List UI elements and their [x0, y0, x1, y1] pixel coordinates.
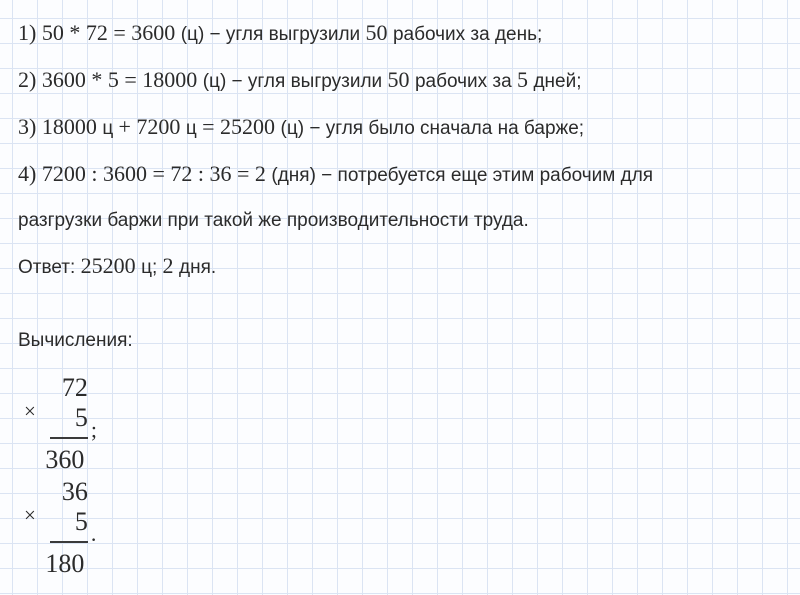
multiplication-stack	[42, 373, 88, 475]
math-fragment: 1) 50 * 72 = 3600	[18, 20, 181, 45]
math-fragment: 50	[387, 67, 415, 92]
text-fragment: Ответ:	[18, 257, 81, 278]
calculations-label: Вычисления:	[18, 330, 133, 351]
text-fragment: ц	[185, 118, 203, 139]
text-fragment: дней;	[533, 71, 582, 92]
text-fragment: (ц) − угля выгрузили	[180, 24, 366, 45]
answer-line	[18, 243, 786, 290]
multiplier: 5	[74, 507, 88, 536]
multiplier: 5	[74, 403, 88, 432]
punctuation-mark: ;	[90, 417, 97, 442]
math-fragment: 3) 18000	[18, 114, 103, 139]
column-multiplication-1	[24, 373, 786, 475]
math-fragment: 4) 7200 : 3600 = 72 : 36 = 2	[18, 161, 272, 186]
math-fragment: 5	[516, 67, 534, 92]
math-fragment: = 25200	[202, 114, 281, 139]
multiplication-stack	[42, 477, 88, 579]
text-fragment: ц	[102, 118, 119, 139]
solution-step-4-continued	[18, 198, 786, 243]
product: 360	[45, 445, 85, 474]
punctuation-mark: .	[90, 521, 97, 546]
multiply-icon: ×	[24, 503, 36, 527]
math-fragment: 2) 3600 * 5 = 18000	[18, 67, 203, 92]
text-fragment: (ц) − угля выгрузили	[202, 71, 388, 92]
product: 180	[45, 549, 85, 578]
text-fragment: рабочих за	[414, 71, 517, 92]
solution-step-2	[18, 57, 786, 104]
text-fragment: рабочих за день;	[392, 24, 543, 45]
multiplicand: 72	[61, 373, 88, 402]
text-fragment: (дня) − потребуется еще этим рабочим для	[271, 165, 654, 186]
text-fragment: дня.	[179, 257, 217, 278]
math-fragment: + 7200	[118, 114, 186, 139]
solution-step-1	[18, 10, 786, 57]
solution-step-3	[18, 104, 786, 151]
horizontal-rule	[50, 541, 88, 543]
math-fragment: 25200	[80, 253, 142, 278]
math-fragment: 2	[162, 253, 180, 278]
solution-step-4	[18, 151, 786, 198]
text-fragment: (ц) − угля было сначала на барже;	[280, 118, 585, 139]
horizontal-rule	[50, 437, 88, 439]
multiply-icon: ×	[24, 399, 36, 423]
column-multiplication-2	[24, 477, 786, 579]
text-fragment: ц;	[141, 257, 163, 278]
math-fragment: 50	[365, 20, 393, 45]
text-fragment: разгрузки баржи при такой же производительности труда.	[18, 210, 529, 231]
multiplicand: 36	[61, 477, 88, 506]
